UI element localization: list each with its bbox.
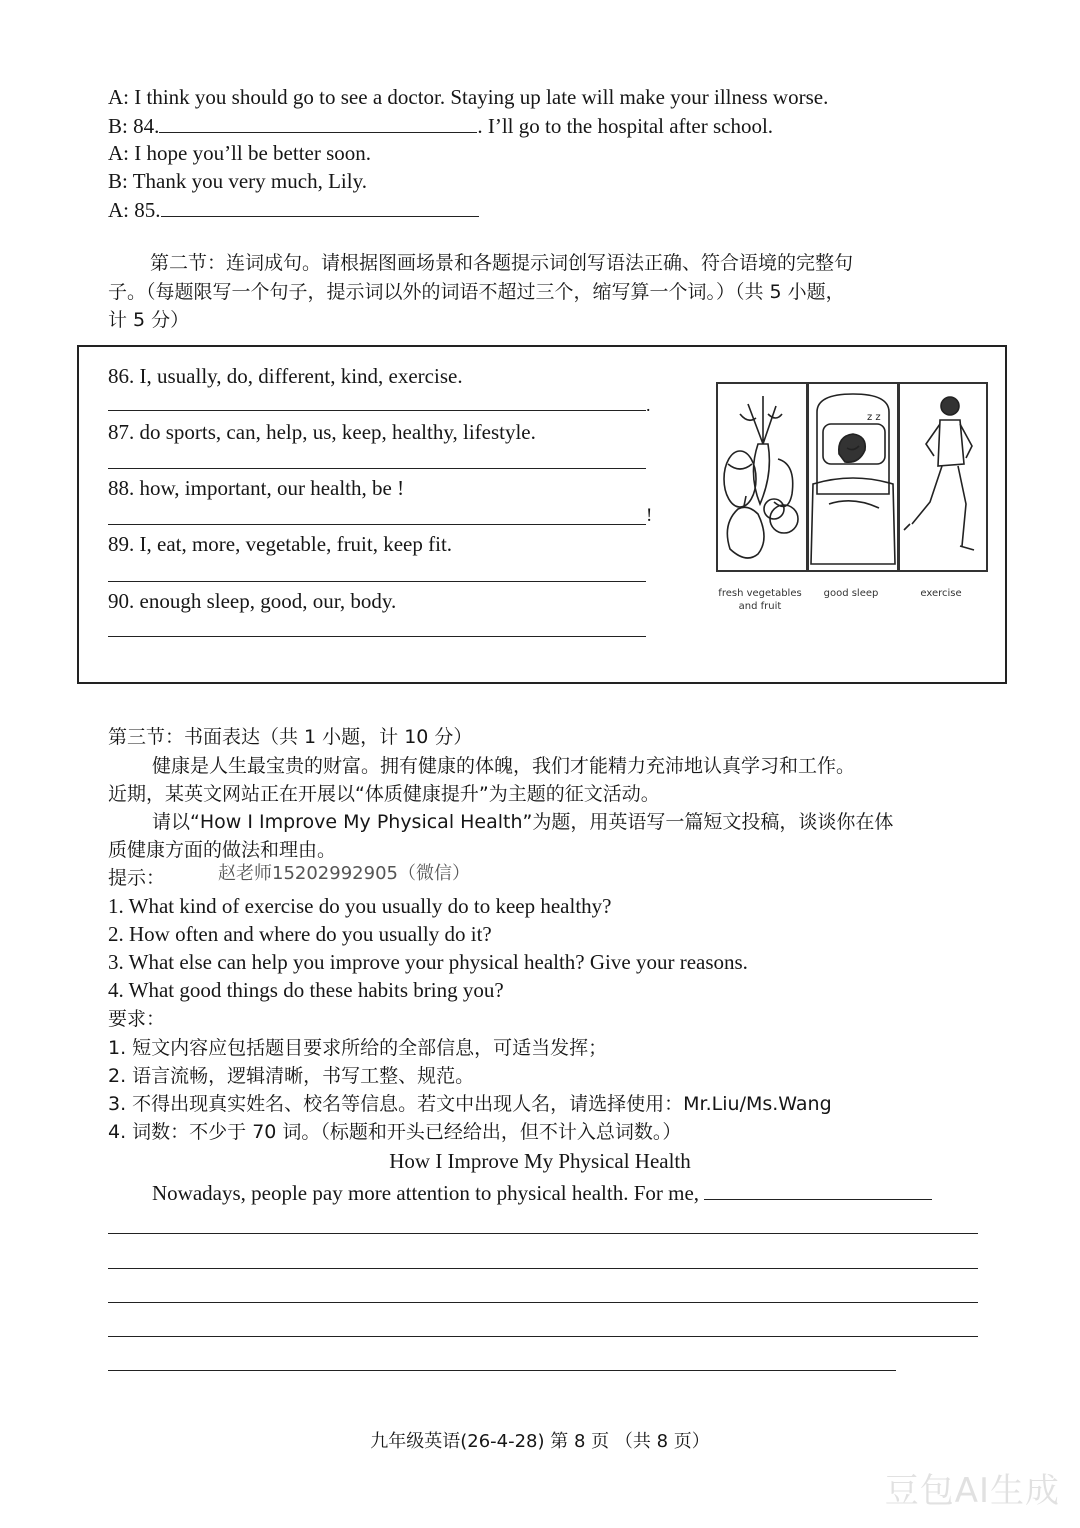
dialogue-line-2 <box>108 112 773 139</box>
item-87: 87. do sports, can, help, us, keep, healthy, lifestyle. <box>108 420 536 444</box>
section2-heading-line-1: 第二节：连词成句。请根据图画场景和各题提示词创写语法正确、符合语境的完整句 <box>150 252 854 274</box>
item-86: 86. I, usually, do, different, kind, exercise. <box>108 364 463 388</box>
essay-line-5[interactable] <box>108 1370 896 1371</box>
answer-line-86[interactable] <box>108 410 646 411</box>
exercise-picture <box>898 382 988 572</box>
dialogue-line-5 <box>108 196 479 223</box>
essay-title: How I Improve My Physical Health <box>389 1149 691 1173</box>
hint-2: 2. How often and where do you usually do it? <box>108 922 492 946</box>
dialogue-line-1: A: I think you should go to see a doctor. Staying up late will make your illness worse. <box>108 85 829 109</box>
caption-exercise: exercise <box>920 588 962 599</box>
answer-line-87[interactable] <box>108 468 646 469</box>
caption-sleep: good sleep <box>823 588 879 599</box>
essay-line-3[interactable] <box>108 1302 978 1303</box>
item-89: 89. I, eat, more, vegetable, fruit, keep fit. <box>108 532 453 556</box>
ai-watermark: 豆包AI生成 <box>884 1471 1060 1511</box>
section3-para2-line2: 质健康方面的做法和理由。 <box>108 839 337 861</box>
dialogue-line-4: B: Thank you very much, Lily. <box>108 169 367 193</box>
q84-blank[interactable] <box>159 112 477 133</box>
section2-heading-line-3: 计 5 分） <box>108 309 190 331</box>
essay-opening <box>152 1179 932 1206</box>
dialogue-line-2-tail: . I’ll go to the hospital after school. <box>477 114 774 138</box>
requirement-3: 3. 不得出现真实姓名、校名等信息。若文中出现人名，请选择使用：Mr.Liu/Ms.Wang <box>108 1093 832 1115</box>
hint-1: 1. What kind of exercise do you usually do to keep healthy? <box>108 894 612 918</box>
answer-line-89[interactable] <box>108 581 646 582</box>
item-90: 90. enough sleep, good, our, body. <box>108 589 397 613</box>
hint-label: 提示： <box>108 867 166 889</box>
caption-vegetables: fresh vegetables and fruit <box>718 588 802 612</box>
sleeping-person-icon <box>809 384 897 570</box>
q85-blank[interactable] <box>161 196 479 217</box>
requirement-4: 4. 词数：不少于 70 词。（标题和开头已经给出，但不计入总词数。） <box>108 1121 682 1143</box>
requirement-2: 2. 语言流畅，逻辑清晰，书写工整、规范。 <box>108 1065 475 1087</box>
hint-4: 4. What good things do these habits bring you? <box>108 978 504 1002</box>
teacher-contact: 赵老师15202992905（微信） <box>218 863 470 884</box>
end-mark-86: . <box>646 395 651 415</box>
requirement-1: 1. 短文内容应包括题目要求所给的全部信息，可适当发挥； <box>108 1037 608 1059</box>
essay-line-1[interactable] <box>108 1233 978 1234</box>
end-mark-88: ! <box>646 505 653 526</box>
q84-label: B: 84. <box>108 114 160 138</box>
section3-para2-line1: 请以“How I Improve My Physical Health”为题，用英语写一篇短文投稿，谈谈你在体 <box>152 811 894 833</box>
item-88: 88. how, important, our health, be ! <box>108 476 405 500</box>
essay-line-4[interactable] <box>108 1336 978 1337</box>
section3-heading: 第三节：书面表达（共 1 小题，计 10 分） <box>108 726 473 748</box>
hint-3: 3. What else can help you improve your physical health? Give your reasons. <box>108 950 748 974</box>
good-sleep-picture <box>807 382 899 572</box>
dialogue-line-3: A: I hope you’ll be better soon. <box>108 141 372 165</box>
section3-para1-line2: 近期，某英文网站正在开展以“体质健康提升”为主题的征文活动。 <box>108 783 660 805</box>
answer-line-88[interactable] <box>108 524 646 525</box>
essay-first-blank[interactable] <box>704 1179 932 1200</box>
section3-para1-line1: 健康是人生最宝贵的财富。拥有健康的体魄，我们才能精力充沛地认真学习和工作。 <box>152 755 856 777</box>
essay-line-2[interactable] <box>108 1268 978 1269</box>
vegetables-icon <box>718 384 806 570</box>
svg-text:z z: z z <box>867 412 881 423</box>
section2-heading-line-2: 子。（每题限写一个句子，提示词以外的词语不超过三个，缩写算一个词。）（共 5 小题， <box>108 281 845 303</box>
answer-line-90[interactable] <box>108 636 646 637</box>
essay-opening-text: Nowadays, people pay more attention to physical health. For me, <box>152 1181 700 1205</box>
q85-label: A: 85. <box>108 198 161 222</box>
requirements-label: 要求： <box>108 1008 166 1030</box>
runner-icon <box>900 384 986 570</box>
vegetables-fruit-picture <box>716 382 808 572</box>
page-footer: 九年级英语(26-4-28) 第 8 页 （共 8 页） <box>370 1431 710 1452</box>
